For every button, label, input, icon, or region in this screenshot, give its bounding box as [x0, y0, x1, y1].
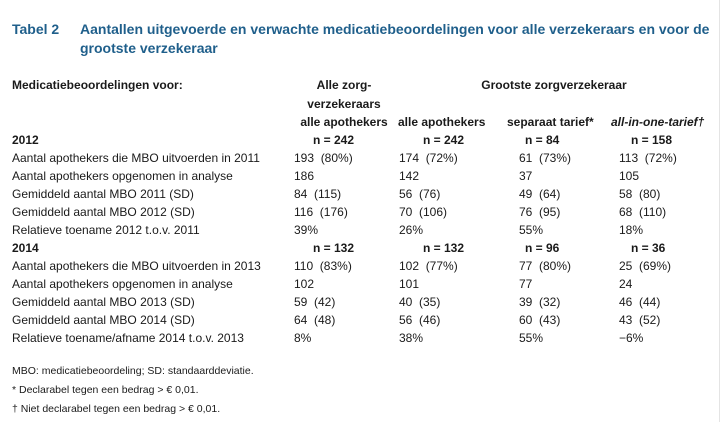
- sample-size: n = 242: [423, 133, 465, 147]
- subcol-separate-tariff: separaat tarief*: [507, 115, 594, 129]
- col-all-insurers-line1: Alle zorg-: [316, 78, 372, 92]
- cell-all-insurers: 193 (80%): [294, 151, 353, 165]
- row-label: Gemiddeld aantal MBO 2014 (SD): [12, 313, 195, 327]
- cell-all-in-one: 46 (44): [619, 295, 661, 309]
- cell-all-pharmacists: 56 (76): [399, 187, 441, 201]
- cell-separate-tariff: 77: [519, 277, 533, 291]
- section-year: 2012: [12, 133, 39, 147]
- table-row: [0, 275, 728, 293]
- cell-all-insurers: 102: [294, 277, 315, 291]
- cell-all-in-one: −6%: [619, 331, 644, 345]
- sample-size: n = 36: [631, 241, 666, 255]
- table-row: [0, 185, 728, 203]
- table-row: [0, 257, 728, 275]
- sample-size: n = 96: [525, 241, 560, 255]
- cell-all-insurers: 84 (115): [294, 187, 342, 201]
- cell-all-insurers: 64 (48): [294, 313, 336, 327]
- sample-size: n = 84: [525, 133, 560, 147]
- cell-separate-tariff: 39 (32): [519, 295, 561, 309]
- section-year: 2014: [12, 241, 39, 255]
- cell-all-in-one: 58 (80): [619, 187, 661, 201]
- footnote-abbreviations: MBO: medicatiebeoordeling; SD: standaarddeviatie.: [12, 365, 254, 377]
- cell-all-insurers: 59 (42): [294, 295, 336, 309]
- cell-separate-tariff: 60 (43): [519, 313, 561, 327]
- cell-all-pharmacists: 38%: [399, 331, 424, 345]
- cell-all-insurers: 186: [294, 169, 315, 183]
- cell-all-pharmacists: 70 (106): [399, 205, 448, 219]
- table-row: [0, 149, 728, 167]
- table-number: Tabel 2: [12, 21, 60, 37]
- cell-all-pharmacists: 102 (77%): [399, 259, 458, 273]
- cell-all-in-one: 43 (52): [619, 313, 661, 327]
- col-all-insurers-line2: verzekeraars: [307, 97, 381, 111]
- sample-size: n = 242: [313, 133, 355, 147]
- footnotes: [12, 362, 254, 419]
- footnote-separate-tariff: * Declarabel tegen een bedrag > € 0,01.: [12, 384, 199, 396]
- cell-all-pharmacists: 142: [399, 169, 420, 183]
- cell-separate-tariff: 49 (64): [519, 187, 561, 201]
- cell-separate-tariff: 76 (95): [519, 205, 561, 219]
- cell-all-insurers: 8%: [294, 331, 312, 345]
- section-header-row: [0, 131, 728, 149]
- cell-all-insurers: 110 (83%): [294, 259, 352, 273]
- cell-all-insurers: 116 (176): [294, 205, 348, 219]
- row-label: Aantal apothekers die MBO uitvoerden in 2013: [12, 259, 261, 273]
- cell-all-pharmacists: 40 (35): [399, 295, 441, 309]
- row-label: Aantal apothekers opgenomen in analyse: [12, 169, 233, 183]
- sample-size: n = 158: [631, 133, 673, 147]
- cell-separate-tariff: 61 (73%): [519, 151, 572, 165]
- row-label: Aantal apothekers die MBO uitvoerden in 2011: [12, 151, 260, 165]
- cell-all-in-one: 68 (110): [619, 205, 667, 219]
- row-label: Relatieve toename/afname 2014 t.o.v. 2013: [12, 331, 244, 345]
- subcol-all-pharmacists-1: alle apothekers: [300, 115, 388, 129]
- col-group-largest-insurer: Grootste zorgverzekeraar: [481, 78, 627, 92]
- footnote-all-in-one: † Niet declarabel tegen een bedrag > € 0,01.: [12, 403, 221, 415]
- cell-all-pharmacists: 26%: [399, 223, 424, 237]
- table-title: Aantallen uitgevoerde en verwachte medicatiebeoordelingen voor alle verzekeraars en voor de grootste verzekeraar: [80, 21, 710, 56]
- table-row: [0, 311, 728, 329]
- sample-size: n = 132: [423, 241, 465, 255]
- row-label: Gemiddeld aantal MBO 2012 (SD): [12, 205, 195, 219]
- table-row: [0, 293, 728, 311]
- cell-all-pharmacists: 174 (72%): [399, 151, 458, 165]
- row-label: Gemiddeld aantal MBO 2011 (SD): [12, 187, 194, 201]
- table-row: [0, 167, 728, 185]
- subcol-all-pharmacists-2: alle apothekers: [398, 115, 486, 129]
- cell-all-pharmacists: 101: [399, 277, 420, 291]
- cell-all-in-one: 24: [619, 277, 633, 291]
- table-row: [0, 221, 728, 239]
- cell-all-pharmacists: 56 (46): [399, 313, 441, 327]
- cell-all-insurers: 39%: [294, 223, 319, 237]
- cell-all-in-one: 105: [619, 169, 640, 183]
- cell-separate-tariff: 37: [519, 169, 533, 183]
- row-label-header: Medicatiebeoordelingen voor:: [12, 78, 183, 92]
- cell-separate-tariff: 55%: [519, 223, 544, 237]
- sample-size: n = 132: [313, 241, 355, 255]
- cell-all-in-one: 18%: [619, 223, 644, 237]
- cell-separate-tariff: 77 (80%): [519, 259, 572, 273]
- cell-separate-tariff: 55%: [519, 331, 544, 345]
- row-label: Relatieve toename 2012 t.o.v. 2011: [12, 223, 200, 237]
- cell-all-in-one: 113 (72%): [619, 151, 677, 165]
- cell-all-in-one: 25 (69%): [619, 259, 672, 273]
- section-header-row: [0, 239, 728, 257]
- table-row: [0, 203, 728, 221]
- subcol-all-in-one-tariff: all-in-one-tarief†: [611, 115, 705, 129]
- row-label: Aantal apothekers opgenomen in analyse: [12, 277, 233, 291]
- table-row: [0, 329, 728, 347]
- row-label: Gemiddeld aantal MBO 2013 (SD): [12, 295, 195, 309]
